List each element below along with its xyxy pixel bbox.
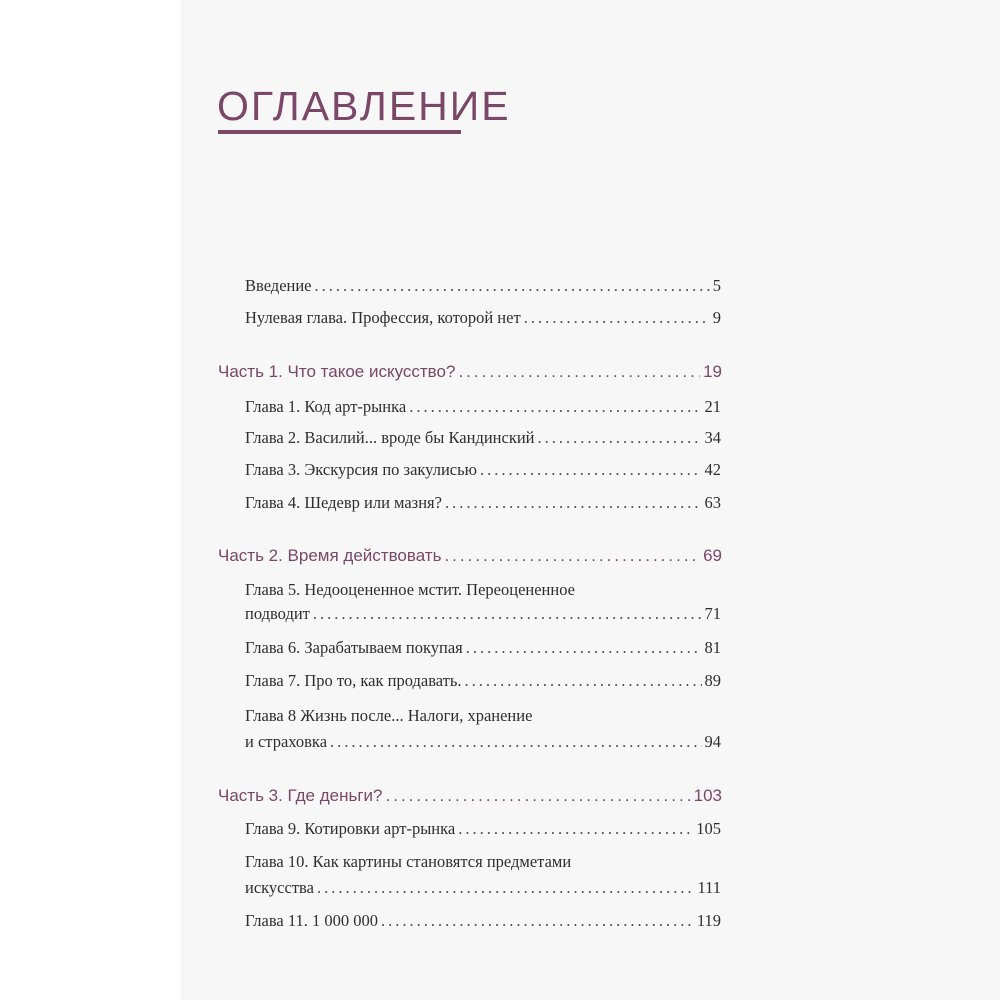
dot-leader — [538, 430, 702, 447]
dot-leader — [466, 640, 702, 657]
toc-part-label: Часть 2. Время действовать — [218, 546, 442, 565]
toc-entry-page: 119 — [696, 911, 721, 930]
toc-entry-label: Глава 6. Зарабатываем покупая — [245, 638, 463, 657]
dot-leader — [465, 673, 702, 690]
toc-entry — [245, 495, 721, 512]
toc-part-entry — [218, 547, 722, 564]
toc-entry — [245, 606, 721, 623]
toc-entry-page: 9 — [712, 308, 721, 327]
toc-entry-page: 42 — [704, 460, 721, 479]
toc-entry-page: 105 — [696, 819, 721, 838]
toc-entry-page: 111 — [697, 878, 721, 897]
toc-entry-label-line1: Глава 8 Жизнь после... Налоги, хранение — [245, 706, 533, 725]
dot-leader — [317, 880, 695, 897]
toc-entry-page: 21 — [704, 397, 721, 416]
dot-leader — [386, 787, 691, 804]
toc-entry — [245, 640, 721, 657]
toc-entry — [245, 821, 721, 838]
toc-entry-page: 94 — [704, 732, 721, 751]
toc-entry — [245, 430, 721, 447]
dot-leader — [381, 913, 694, 930]
toc-entry-label: Глава 7. Про то, как продавать. — [245, 671, 462, 690]
toc-entry — [245, 399, 721, 416]
dot-leader — [445, 495, 702, 512]
toc-part-page: 69 — [703, 546, 722, 565]
toc-entry-page: 71 — [704, 604, 721, 623]
toc-entry — [245, 673, 721, 690]
toc-part-label: Часть 3. Где деньги? — [218, 786, 383, 805]
toc-entry-label: Глава 9. Котировки арт-рынка — [245, 819, 456, 838]
toc-entry-page: 34 — [704, 428, 721, 447]
toc-entry-page: 89 — [704, 671, 721, 690]
dot-leader — [409, 399, 701, 416]
toc-entry-label: Глава 1. Код арт-рынка — [245, 397, 407, 416]
toc-part-page: 19 — [703, 362, 722, 381]
toc-entry-label: подводит — [245, 604, 310, 623]
toc-part-entry — [218, 363, 722, 380]
toc-entry-page: 63 — [704, 493, 721, 512]
toc-entry — [245, 734, 721, 751]
title-underline — [218, 130, 461, 134]
toc-entry — [245, 913, 721, 930]
dot-leader — [315, 278, 710, 295]
toc-part-entry — [218, 787, 722, 804]
toc-entry — [245, 278, 721, 295]
toc-entry-label: и страховка — [245, 732, 328, 751]
toc-entry-label: искусства — [245, 878, 314, 897]
dot-leader — [480, 462, 702, 479]
toc-entry-label: Глава 3. Экскурсия по закулисью — [245, 460, 477, 479]
toc-entry-label-line1: Глава 10. Как картины становятся предметами — [245, 852, 572, 871]
dot-leader — [458, 363, 700, 380]
toc-entry-page: 81 — [704, 638, 721, 657]
dot-leader — [524, 310, 710, 327]
toc-entry-label-line1: Глава 5. Недооцененное мстит. Переоцененное — [245, 580, 575, 599]
toc-entry-label: Глава 4. Шедевр или мазня? — [245, 493, 442, 512]
dot-leader — [444, 547, 700, 564]
dot-leader — [313, 606, 702, 623]
toc-entry — [245, 880, 721, 897]
toc-entry — [245, 310, 721, 327]
dot-leader — [458, 821, 693, 838]
toc-entry-page: 5 — [712, 276, 721, 295]
toc-entry-label: Глава 11. 1 000 000 — [245, 911, 379, 930]
toc-entry-label: Введение — [245, 276, 312, 295]
toc-entry-label: Глава 2. Василий... вроде бы Кандинский — [245, 428, 535, 447]
toc-entry-label: Нулевая глава. Профессия, которой нет — [245, 308, 521, 327]
dot-leader — [330, 734, 701, 751]
toc-part-label: Часть 1. Что такое искусство? — [218, 362, 456, 381]
toc-part-page: 103 — [693, 786, 722, 805]
toc-entry — [245, 462, 721, 479]
page-title: ОГЛАВЛЕНИЕ — [217, 83, 511, 129]
